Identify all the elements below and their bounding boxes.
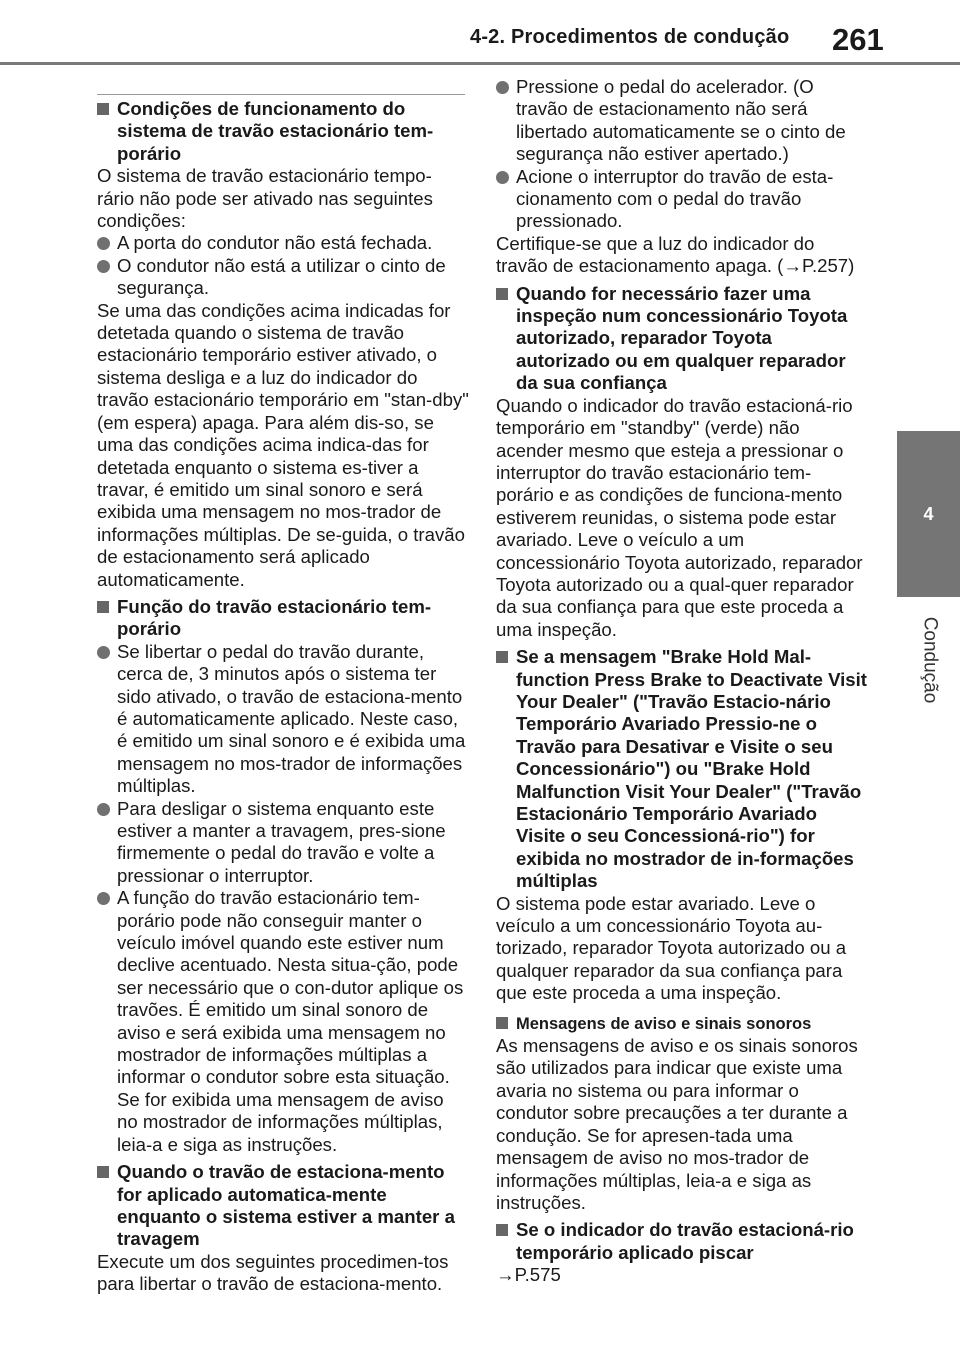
chapter-label-text: Condução [919,616,940,704]
page-reference-link[interactable]: →P.575 [496,1264,561,1286]
bullet-text: Acione o interruptor do travão de esta-cionamento com o pedal do travão pressionado. [516,165,834,232]
heading-auto-parking-brake [97,1161,469,1251]
bullet-text: Para desligar o sistema enquanto este estiver a manter a travagem, pres-sione firmemente o pedal do travão e volte a pressionar o interruptor. [117,797,446,886]
right-column [496,76,868,1287]
round-bullet-icon [97,646,110,659]
page-number: 261 [832,22,884,57]
heading-conditions [97,98,469,165]
bullet-text: Pressione o pedal do acelerador. (O travão de estacionamento não será libertado automaticamente se o cinto de segurança não estiver apertado.) [516,76,846,165]
square-bullet-icon [496,1017,508,1029]
heading-malfunction-message [496,646,868,892]
section-title: 4-2. Procedimentos de condução [470,26,790,48]
bullet-text: A porta do condutor não está fechada. [117,232,433,254]
bullet-item [496,76,868,166]
left-column [97,98,469,1296]
square-bullet-icon [97,1166,109,1178]
heading-text: Quando o travão de estaciona-mento for aplicado automatica-mente enquanto o sistema estiver a manter a travagem [117,1161,455,1250]
heading-text: Condições de funcionamento do sistema de travão estacionário tem-porário [117,98,434,164]
heading-inspection [496,283,868,395]
heading-text: Se a mensagem "Brake Hold Mal-function Press Brake to Deactivate Visit Your Dealer" ("Travão Estacio-nário Temporário Avariado Pressio-ne o Travão para Desativar e Visite o seu Concessionário") ou "Brake Hold Malfunction Visit Your Dealer" ("Travão Estacionário Temporário Avariado Visite o seu Concessioná-rio") for exibida no mostrador de in-formações múltiplas [516,646,868,892]
heading-indicator-flashing [496,1219,868,1264]
bullet-text: Se libertar o pedal do travão durante, cerca de, 3 minutos após o sistema ter sido ativado, o travão de estaciona-mento é automaticamente aplicado. Neste caso, é emitido um sinal sonoro e é exibida uma mensagem no mos-trador de informações múltiplas. [117,640,466,797]
paragraph: Quando o indicador do travão estacioná-rio temporário em "standby" (verde) não acender mesmo que esteja a pressionar o interruptor do travão estacionário tem-porário e as condições de funciona-mento estiverem reunidas, o sistema pode estar avariado. Leve o veículo a um concessionário Toyota autorizado, reparador Toyota autorizado ou a qual-quer reparador da sua confiança para que este proceda a uma inspeção. [496,394,863,640]
paragraph: Se uma das condições acima indicadas for detetada quando o sistema de travão estacionário temporário estiver ativado, o sistema desliga e a luz do indicador do travão estacionário temporário em "stan-dby" (em espera) apaga. Para além dis-so, se uma das condições acima indica-das for detetada enquanto o sistema es-tiver a travar, é emitido um sinal sonoro e será exibida uma mensagem no mos-trador de informações múltiplas. De se-guida, o travão de estacionamento será aplicado automaticamente. [97,299,469,590]
square-bullet-icon [496,1224,508,1236]
bullet-item [496,166,868,233]
chapter-tab[interactable] [897,431,960,597]
bullet-text: A função do travão estacionário tem-porário pode não conseguir manter o veículo imóvel quando este estiver num declive acentuado. Nesta situa-ção, pode ser necessário que o con-dutor aplique os travões. É emitido um sinal sonoro de aviso e será exibida uma mensagem no mostrador de informações múltiplas a informar o condutor sobre esta situação. Se for exibida uma mensagem de aviso no mostrador de informações múltiplas, leia-a e siga as instruções. [117,887,464,1155]
round-bullet-icon [97,237,110,250]
heading-text: Função do travão estacionário tem-porário [117,595,432,640]
bullet-item [97,798,469,888]
paragraph: As mensagens de aviso e os sinais sonoros são utilizados para indicar que existe uma avaria no sistema ou para informar o condutor sobre precauções a ter durante a condução. Se for apresen-tada uma mensagem de aviso no mos-trador de informações múltiplas, leia-a e siga as instruções. [496,1035,858,1213]
round-bullet-icon [97,803,110,816]
round-bullet-icon [97,892,110,905]
square-bullet-icon [496,288,508,300]
round-bullet-icon [496,171,509,184]
heading-warning-messages [496,1013,868,1035]
bullet-item [97,887,469,1156]
paragraph: O sistema de travão estacionário tempo-rário não pode ser ativado nas seguintes condições: [97,165,433,232]
bullet-text: O condutor não está a utilizar o cinto de segurança. [117,254,446,299]
paragraph: O sistema pode estar avariado. Leve o veículo a um concessionário Toyota au-torizado, reparador Toyota autorizado ou a qualquer reparador da sua confiança para que este proceda a uma inspeção. [496,892,847,1004]
paragraph: Certifique-se que a luz do indicador do travão de estacionamento apaga. (→P.257) [496,232,855,277]
chapter-number: 4 [923,503,934,524]
bullet-item [97,232,469,254]
heading-text: Mensagens de aviso e sinais sonoros [516,1014,812,1033]
heading-text: Se o indicador do travão estacioná-rio temporário aplicado piscar [516,1219,854,1263]
bullet-item [97,641,469,798]
header-rule [0,62,960,65]
heading-text: Quando for necessário fazer uma inspeção num concessionário Toyota autorizado, reparador Toyota autorizado ou em qualquer reparador da sua confiança [516,282,848,394]
square-bullet-icon [97,601,109,613]
square-bullet-icon [97,103,109,115]
round-bullet-icon [97,260,110,273]
paragraph: Execute um dos seguintes procedimen-tos para libertar o travão de estaciona-mento. [97,1250,449,1295]
heading-function [97,596,469,641]
round-bullet-icon [496,81,509,94]
chapter-label [909,605,949,715]
bullet-item [97,255,469,300]
square-bullet-icon [496,651,508,663]
